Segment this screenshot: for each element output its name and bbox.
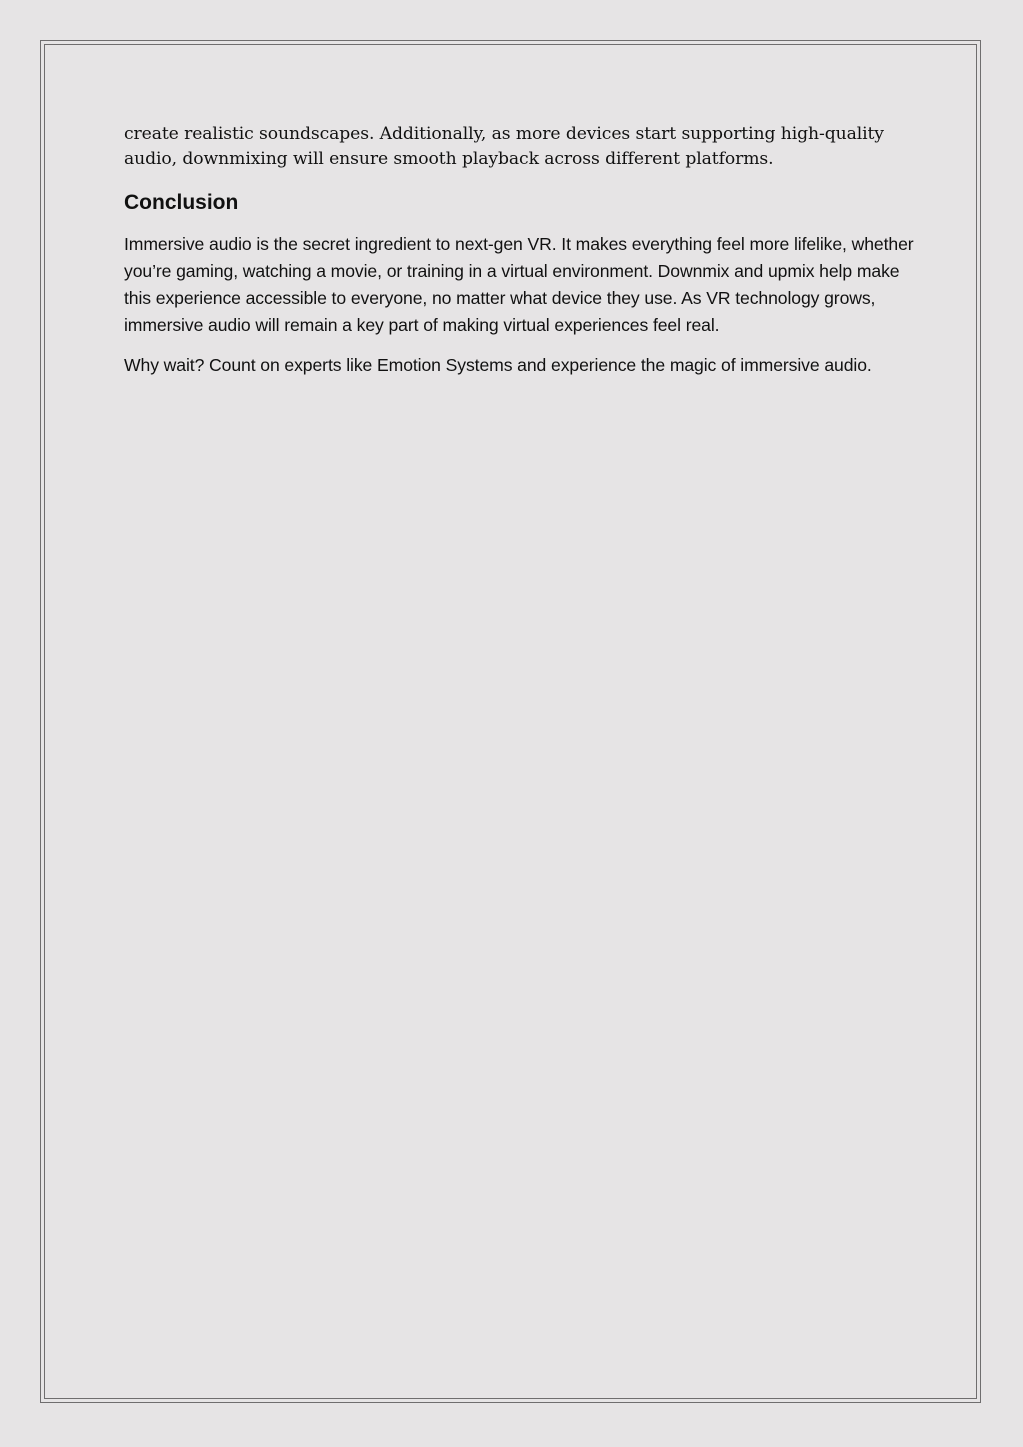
conclusion-paragraph: Immersive audio is the secret ingredient to next-gen VR. It makes everything feel more lifelike, whether you’re gaming, watching a movie, or training in a virtual environment. Downmix and upmix help make this experience accessible to everyone, no matter what device they use. As VR technology grows, immersive audio will remain a key part of making virtual experiences feel real.	[124, 234, 914, 335]
closing-paragraph: Why wait? Count on experts like Emotion Systems and experience the magic of immersive audio.	[124, 355, 872, 375]
document-body	[124, 122, 914, 392]
section-heading: Conclusion	[124, 191, 239, 214]
intro-paragraph: create realistic soundscapes. Additionally, as more devices start supporting high-quality audio, downmixing will ensure smooth playback across different platforms.	[124, 124, 884, 169]
